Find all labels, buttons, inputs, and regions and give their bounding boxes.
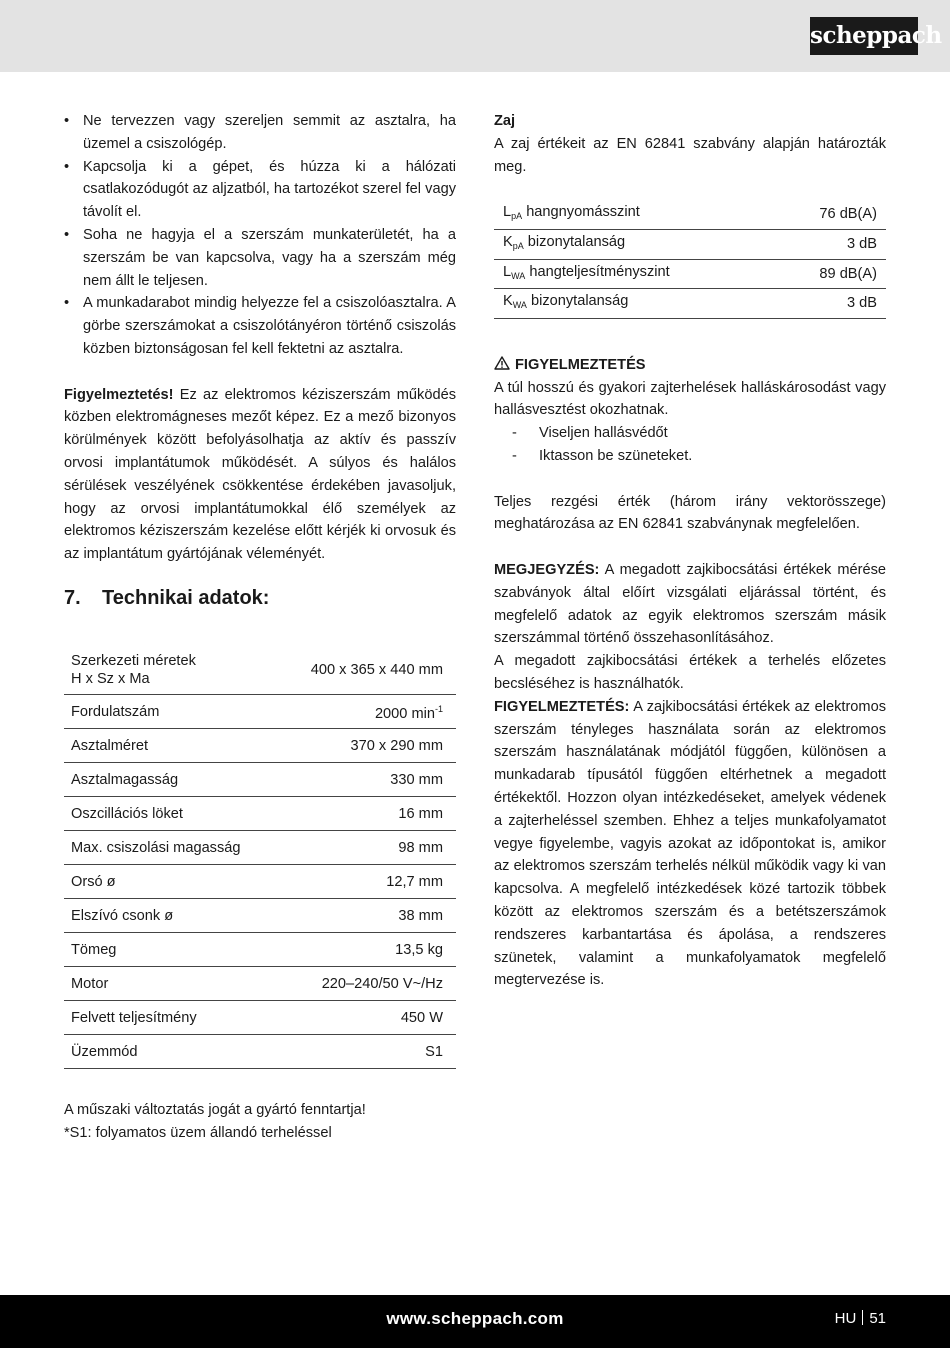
- warning-heading: [494, 354, 886, 377]
- noise-label-text: hangnyomásszint: [522, 204, 640, 221]
- noise-title: Zaj: [494, 113, 516, 129]
- hearing-advice-list: [494, 422, 886, 468]
- note-label: MEGJEGYZÉS:: [494, 562, 600, 579]
- spec-label: [64, 645, 281, 695]
- noise-value: 3 dB: [772, 289, 886, 319]
- website-url: www.scheppach.com: [386, 1309, 564, 1328]
- table-row: [64, 763, 456, 797]
- vibration-paragraph: Teljes rezgési érték (három irány vektorösszege) meghatározása az EN 62841 szabványnak megfelelően.: [494, 493, 886, 533]
- spec-value-superscript: -1: [434, 704, 443, 715]
- spec-value: 220–240/50 V~/Hz: [281, 967, 456, 1001]
- table-row: [494, 289, 886, 319]
- technical-data-table: [64, 645, 456, 1070]
- list-item: • Soha ne hagyja el a szerszám munkaterületét, ha a szerszám be van kapcsolva, vagy ha a szerszám még nem állt le teljesen.: [64, 224, 456, 292]
- table-row: [494, 200, 886, 230]
- table-row: [64, 865, 456, 899]
- footnote: [64, 1099, 456, 1145]
- list-item: - Iktasson be szüneteket.: [494, 445, 886, 468]
- note-paragraph: [494, 559, 886, 650]
- page-number-value: 51: [869, 1310, 886, 1327]
- spec-value: 16 mm: [281, 797, 456, 831]
- spec-label: Asztalméret: [64, 729, 281, 763]
- spec-value: 330 mm: [281, 763, 456, 797]
- spec-value: 400 x 365 x 440 mm: [281, 645, 456, 695]
- warning-heading-text: FIGYELMEZTETÉS: [515, 356, 646, 373]
- spec-label: Tömeg: [64, 933, 281, 967]
- right-column: [494, 110, 886, 992]
- spec-label: Felvett teljesítmény: [64, 1001, 281, 1035]
- list-item: • Kapcsolja ki a gépet, és húzza ki a hálózati csatlakozódugót az aljzatból, ha tartozékot szerel fel vagy távolít el.: [64, 156, 456, 224]
- noise-label: [494, 289, 772, 319]
- footnote-line: *S1: folyamatos üzem állandó terheléssel: [64, 1125, 332, 1142]
- noise-label: [494, 200, 772, 230]
- left-column: [64, 110, 456, 1145]
- separator: [862, 1310, 863, 1325]
- noise-label: [494, 259, 772, 289]
- spec-label: Elszívó csonk ø: [64, 899, 281, 933]
- section-title: [64, 585, 456, 611]
- noise-warning-paragraph: [494, 696, 886, 992]
- noise-symbol: L: [503, 204, 512, 221]
- table-row: [494, 230, 886, 260]
- noise-value: 89 dB(A): [772, 259, 886, 289]
- table-row: [64, 967, 456, 1001]
- page-header: [0, 0, 950, 72]
- noise-table: [494, 200, 886, 319]
- warning-text: A zajkibocsátási értékek az elektromos szerszám tényleges használata során az elektromos szerszám használatának módjától függően, különösen a munkadarab típusától függően eltérhetnek a megadott értékektől. Hozzon olyan intézkedéseket, amelyek védenek a zajterheléssel szemben. Ehhez a teljes munkafolyamatot vegye figyelembe, vagyis azokat az időpontokat is, amikor az elektromos szerszám terhelés nélkül működik vagy ki van kapcsolva. A megfelelő intézkedések közé tartozik többek között az elektromos szerszám és a betétszerszámok rendszeres karbantartása és ápolása, a rendszeres szünetek, valamint a munkafolyamatok megfelelő megtervezése is.: [494, 698, 886, 989]
- spec-label: Motor: [64, 967, 281, 1001]
- noise-subscript: WA: [511, 270, 526, 281]
- noise-label-text: hangteljesítményszint: [525, 263, 670, 280]
- table-row: [64, 1001, 456, 1035]
- noise-subscript: WA: [512, 300, 527, 311]
- noise-value: 3 dB: [772, 230, 886, 260]
- warning-label: Figyelmeztetés!: [64, 386, 174, 403]
- spec-label: Asztalmagasság: [64, 763, 281, 797]
- noise-label-text: bizonytalanság: [526, 293, 629, 310]
- spec-value: 38 mm: [281, 899, 456, 933]
- table-row: [64, 933, 456, 967]
- spec-label-line1: Szerkezeti méretek: [71, 652, 196, 669]
- spec-label-line2: H x Sz x Ma: [71, 670, 150, 687]
- list-item: • A munkadarabot mindig helyezze fel a csiszolóasztalra. A görbe szerszámokat a csiszolótányéron történő csiszolás közben biztonságosan fel kell fektetni az asztalra.: [64, 292, 456, 360]
- hearing-warning-text: A túl hosszú és gyakori zajterhelések halláskárosodást vagy hallásvesztést okozhatnak.: [494, 379, 886, 419]
- spec-label: Max. csiszolási magasság: [64, 831, 281, 865]
- table-row: [494, 259, 886, 289]
- list-item: - Viseljen hallásvédőt: [494, 422, 886, 445]
- noise-intro: A zaj értékeit az EN 62841 szabvány alapján határozták meg.: [494, 135, 886, 175]
- noise-symbol: L: [503, 263, 512, 280]
- table-row: [64, 729, 456, 763]
- noise-value: 76 dB(A): [772, 200, 886, 230]
- footnote-line: A műszaki változtatás jogát a gyártó fenntartja!: [64, 1102, 366, 1119]
- noise-label-text: bizonytalanság: [523, 234, 626, 251]
- warning-label: FIGYELMEZTETÉS:: [494, 698, 630, 715]
- table-row: [64, 899, 456, 933]
- noise-symbol: K: [503, 293, 513, 310]
- emf-warning-paragraph: [64, 384, 456, 566]
- spec-value: 370 x 290 mm: [281, 729, 456, 763]
- spec-label: Fordulatszám: [64, 695, 281, 729]
- language-code: HU: [834, 1310, 857, 1327]
- spec-value: 98 mm: [281, 831, 456, 865]
- spec-label: Oszcillációs löket: [64, 797, 281, 831]
- spec-value-text: 2000 min: [374, 706, 435, 723]
- list-item: • Ne tervezzen vagy szereljen semmit az asztalra, ha üzemel a csiszológép.: [64, 110, 456, 156]
- spec-label: Üzemmód: [64, 1035, 281, 1069]
- spec-label: Orsó ø: [64, 865, 281, 899]
- section-title-text: Technikai adatok:: [102, 586, 270, 609]
- table-row: [64, 1035, 456, 1069]
- warning-triangle-icon: [494, 356, 510, 370]
- table-row: [64, 695, 456, 729]
- spec-value: 450 W: [281, 1001, 456, 1035]
- noise-subscript: pA: [512, 241, 524, 252]
- section-number: 7.: [64, 586, 81, 609]
- warning-text: Ez az elektromos kéziszerszám működés közben elektromágneses mezőt képez. Ez a mező bizonyos körülmények között befolyásolhatja az aktív és passzív orvosi implantátumok működését. A súlyos és halálos sérülések veszélyének csökkentése érdekében javasoljuk, hogy az orvosi implantátumokkal élő személyek az elektromos kéziszerszám kezelése előtt kérjék ki orvosuk és az implantátum gyártójának véleményét.: [64, 386, 456, 563]
- page-number: [835, 1310, 886, 1327]
- noise-subscript: pA: [511, 211, 523, 222]
- table-row: [64, 797, 456, 831]
- page-footer: [0, 1295, 950, 1348]
- table-row: [64, 645, 456, 695]
- safety-bullet-list: [64, 110, 456, 361]
- spec-value: S1: [281, 1035, 456, 1069]
- table-row: [64, 831, 456, 865]
- note-paragraph-2: A megadott zajkibocsátási értékek a terhelés előzetes becsléséhez is használhatók.: [494, 653, 886, 693]
- scheppach-logo: scheppach: [810, 17, 918, 55]
- spec-value: 12,7 mm: [281, 865, 456, 899]
- noise-label: [494, 230, 772, 260]
- noise-symbol: K: [503, 234, 513, 251]
- spec-value: 13,5 kg: [281, 933, 456, 967]
- note-text: A megadott zajkibocsátási értékek mérése szabványok által előírt vizsgálati eljárással történt, és megfelelő adatok az egyik elektromos szerszám másik szerszámmal történő összehasonlításához.: [494, 562, 886, 647]
- spec-value: [281, 695, 456, 729]
